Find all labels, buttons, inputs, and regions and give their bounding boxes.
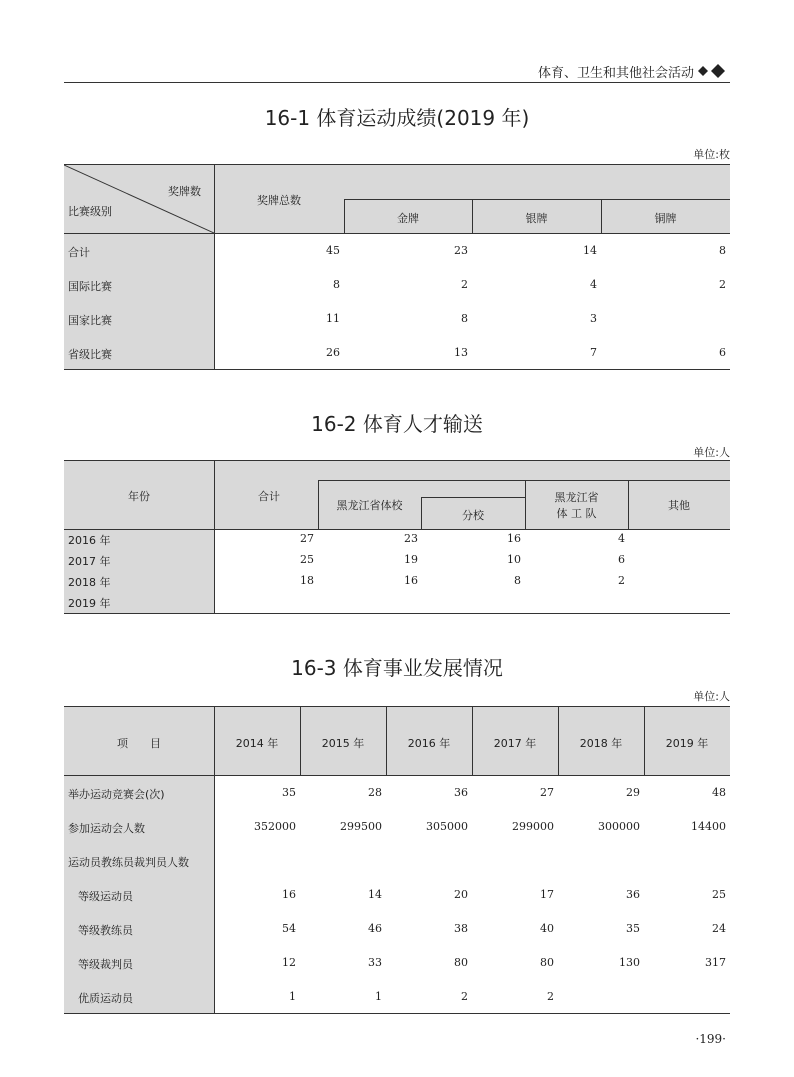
col-other: 其他 — [668, 499, 690, 512]
row-label: 举办运动竞赛会(次) — [68, 788, 165, 801]
row-label: 2019 年 — [68, 597, 111, 610]
value-cell: 12 — [282, 956, 296, 969]
section-title: 体育、卫生和其他社会活动 — [537, 66, 694, 81]
value-cell: 35 — [282, 786, 296, 799]
team-cell: 2 — [618, 574, 625, 587]
value-cell: 352000 — [254, 820, 296, 833]
medal-total-cell: 45 — [326, 244, 340, 257]
row-label: 2016 年 — [68, 534, 111, 547]
value-cell: 25 — [712, 888, 726, 901]
value-cell: 305000 — [426, 820, 468, 833]
value-cell: 1 — [375, 990, 382, 1003]
branch-cell: 8 — [514, 574, 521, 587]
bronze-cell: 2 — [719, 278, 726, 291]
value-cell: 130 — [619, 956, 640, 969]
col-year-2017: 2017 年 — [493, 737, 537, 750]
table3-title: 16-3 体育事业发展情况 — [291, 656, 503, 680]
value-cell: 14400 — [691, 820, 726, 833]
col-bronze: 铜牌 — [654, 212, 677, 225]
value-cell: 300000 — [598, 820, 640, 833]
medal-total-cell: 11 — [326, 312, 340, 325]
value-cell: 299000 — [512, 820, 554, 833]
col-year: 年份 — [128, 490, 150, 503]
col-total: 合计 — [258, 490, 280, 503]
medal-total-cell: 8 — [333, 278, 340, 291]
row-label: 2018 年 — [68, 576, 111, 589]
row-label: 等级裁判员 — [78, 958, 133, 971]
value-cell: 48 — [712, 786, 726, 799]
school-cell: 19 — [404, 553, 418, 566]
team-cell: 6 — [618, 553, 625, 566]
value-cell: 2 — [461, 990, 468, 1003]
table3 — [64, 706, 730, 1014]
value-cell: 29 — [626, 786, 640, 799]
corner-bottom-label: 比赛级别 — [68, 205, 112, 218]
value-cell: 28 — [368, 786, 382, 799]
running-header — [64, 62, 730, 83]
row-label: 国际比赛 — [68, 280, 112, 293]
value-cell: 54 — [282, 922, 296, 935]
value-cell: 299500 — [340, 820, 382, 833]
bronze-cell: 6 — [719, 346, 726, 359]
row-label: 等级运动员 — [78, 890, 133, 903]
col-provincial-school: 黑龙江省体校 — [336, 499, 403, 512]
value-cell: 40 — [540, 922, 554, 935]
col-year-2015: 2015 年 — [321, 737, 365, 750]
row-label: 参加运动会人数 — [68, 822, 145, 835]
row-label: 等级教练员 — [78, 924, 133, 937]
value-cell: 16 — [282, 888, 296, 901]
col-year-2016: 2016 年 — [407, 737, 451, 750]
value-cell: 14 — [368, 888, 382, 901]
value-cell: 24 — [712, 922, 726, 935]
value-cell: 2 — [547, 990, 554, 1003]
col-year-2019: 2019 年 — [665, 737, 709, 750]
value-cell: 46 — [368, 922, 382, 935]
value-cell: 1 — [289, 990, 296, 1003]
value-cell: 27 — [540, 786, 554, 799]
col-provincial-team-line1: 黑龙江省 — [554, 491, 599, 504]
col-year-2018: 2018 年 — [579, 737, 623, 750]
page-number: ·199· — [695, 1032, 726, 1046]
gold-cell: 2 — [461, 278, 468, 291]
value-cell: 38 — [454, 922, 468, 935]
total-cell: 18 — [300, 574, 314, 587]
branch-cell: 10 — [507, 553, 521, 566]
branch-cell: 16 — [507, 532, 521, 545]
school-cell: 23 — [404, 532, 418, 545]
col-gold: 金牌 — [397, 212, 419, 225]
row-label: 国家比赛 — [68, 314, 112, 327]
table1-unit: 单位:枚 — [693, 148, 730, 161]
col-silver: 银牌 — [525, 212, 548, 225]
school-cell: 16 — [404, 574, 418, 587]
table1-title: 16-1 体育运动成绩(2019 年) — [264, 106, 530, 130]
diagonal-divider — [64, 165, 214, 233]
table2-unit: 单位:人 — [693, 446, 730, 459]
value-cell: 317 — [705, 956, 726, 969]
bronze-cell: 8 — [719, 244, 726, 257]
value-cell: 20 — [454, 888, 468, 901]
silver-cell: 4 — [590, 278, 597, 291]
row-label: 省级比赛 — [68, 348, 112, 361]
row-label: 运动员教练员裁判员人数 — [68, 856, 189, 869]
silver-cell: 3 — [590, 312, 597, 325]
corner-top-label: 奖牌数 — [168, 185, 201, 198]
diamond-ornament-icon — [698, 64, 730, 78]
col-provincial-team-line2: 体 工 队 — [556, 507, 597, 520]
col-year-2014: 2014 年 — [235, 737, 279, 750]
row-label: 优质运动员 — [78, 992, 133, 1005]
gold-cell: 8 — [461, 312, 468, 325]
gold-cell: 13 — [454, 346, 468, 359]
table1 — [64, 164, 730, 370]
value-cell: 33 — [368, 956, 382, 969]
silver-cell: 7 — [590, 346, 597, 359]
value-cell: 80 — [454, 956, 468, 969]
value-cell: 36 — [626, 888, 640, 901]
team-cell: 4 — [618, 532, 625, 545]
col-medal-total: 奖牌总数 — [257, 194, 301, 207]
silver-cell: 14 — [583, 244, 597, 257]
value-cell: 35 — [626, 922, 640, 935]
total-cell: 25 — [300, 553, 314, 566]
gold-cell: 23 — [454, 244, 468, 257]
row-label: 2017 年 — [68, 555, 111, 568]
value-cell: 17 — [540, 888, 554, 901]
total-cell: 27 — [300, 532, 314, 545]
value-cell: 80 — [540, 956, 554, 969]
col-item: 项 目 — [117, 737, 161, 750]
table2-title: 16-2 体育人才输送 — [311, 412, 483, 436]
table2 — [64, 460, 730, 614]
row-label: 合计 — [68, 246, 90, 259]
table3-unit: 单位:人 — [693, 690, 730, 703]
col-branch-school: 分校 — [462, 509, 484, 522]
medal-total-cell: 26 — [326, 346, 340, 359]
value-cell: 36 — [454, 786, 468, 799]
